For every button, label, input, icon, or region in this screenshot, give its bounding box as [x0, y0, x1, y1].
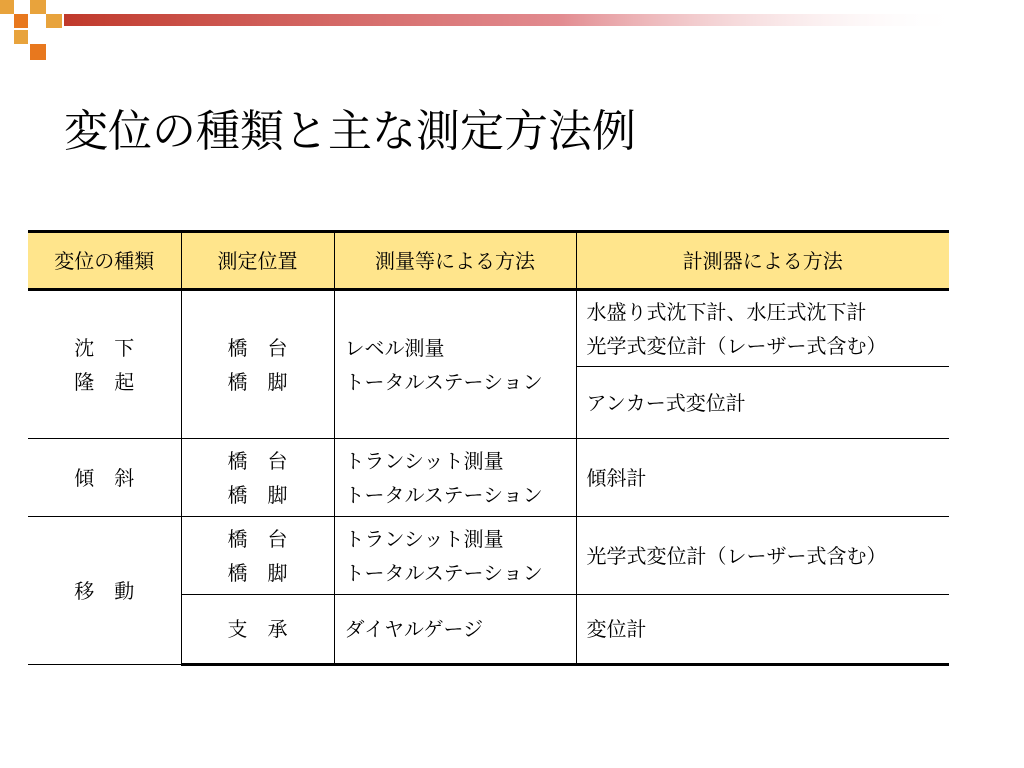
cell-line: 橋 台: [227, 335, 288, 360]
gradient-bar: [64, 14, 964, 26]
cell-instrument: [576, 595, 949, 665]
slide-title: 変位の種類と主な測定方法例: [64, 106, 636, 157]
deco-square: [30, 0, 46, 14]
cell-position: [181, 439, 334, 517]
table-row: [28, 290, 949, 367]
cell-instrument: [576, 439, 949, 517]
cell-instrument: [576, 517, 949, 595]
cell-type: [28, 439, 181, 517]
displacement-table: [28, 230, 949, 666]
cell-line: トランシット測量: [344, 448, 504, 473]
header-position: 測定位置: [181, 232, 334, 290]
cell-instrument: [576, 367, 949, 439]
table-row: [28, 439, 949, 517]
decoration-graphic: [0, 0, 1024, 70]
cell-type: [28, 290, 181, 439]
cell-line: 橋 台: [227, 526, 288, 551]
cell-survey: [334, 290, 576, 439]
header-type: 変位の種類: [28, 232, 181, 290]
cell-line: ダイヤルゲージ: [344, 617, 484, 641]
cell-line: 隆 起: [74, 369, 135, 394]
cell-type: [28, 517, 181, 665]
cell-line: 光学式変位計（レーザー式含む）: [586, 333, 887, 358]
cell-position: [181, 517, 334, 595]
deco-square: [14, 30, 28, 44]
cell-survey: [334, 595, 576, 665]
cell-line: 支 承: [227, 617, 288, 641]
table-row: [28, 517, 949, 595]
table-header-row: [28, 232, 949, 290]
cell-line: トータルステーション: [344, 482, 543, 507]
cell-survey: [334, 439, 576, 517]
cell-line: 橋 脚: [227, 482, 288, 507]
cell-instrument: [576, 290, 949, 367]
header-instrument-method: 計測器による方法: [576, 232, 949, 290]
cell-line: トランシット測量: [344, 526, 504, 551]
deco-square: [30, 44, 46, 60]
cell-line: アンカー式変位計: [586, 390, 746, 415]
deco-square: [0, 0, 14, 14]
cell-line: トータルステーション: [344, 560, 543, 585]
cell-line: 橋 脚: [227, 560, 288, 585]
cell-line: 沈 下: [74, 335, 135, 360]
cell-line: 傾 斜: [74, 465, 135, 490]
cell-line: 傾斜計: [586, 465, 647, 490]
deco-square: [46, 14, 62, 28]
cell-line: 移 動: [74, 578, 135, 603]
cell-survey: [334, 517, 576, 595]
cell-line: 水盛り式沈下計、水圧式沈下計: [586, 299, 867, 324]
cell-line: 橋 台: [227, 448, 288, 473]
header-decoration: [0, 0, 1024, 70]
cell-line: 橋 脚: [227, 369, 288, 394]
deco-square: [14, 14, 28, 28]
cell-position: [181, 595, 334, 665]
cell-line: レベル測量: [344, 335, 445, 360]
cell-line: トータルステーション: [344, 369, 543, 394]
cell-line: 変位計: [586, 617, 647, 641]
cell-position: [181, 290, 334, 439]
header-survey-method: 測量等による方法: [334, 232, 576, 290]
cell-line: 光学式変位計（レーザー式含む）: [586, 543, 887, 568]
